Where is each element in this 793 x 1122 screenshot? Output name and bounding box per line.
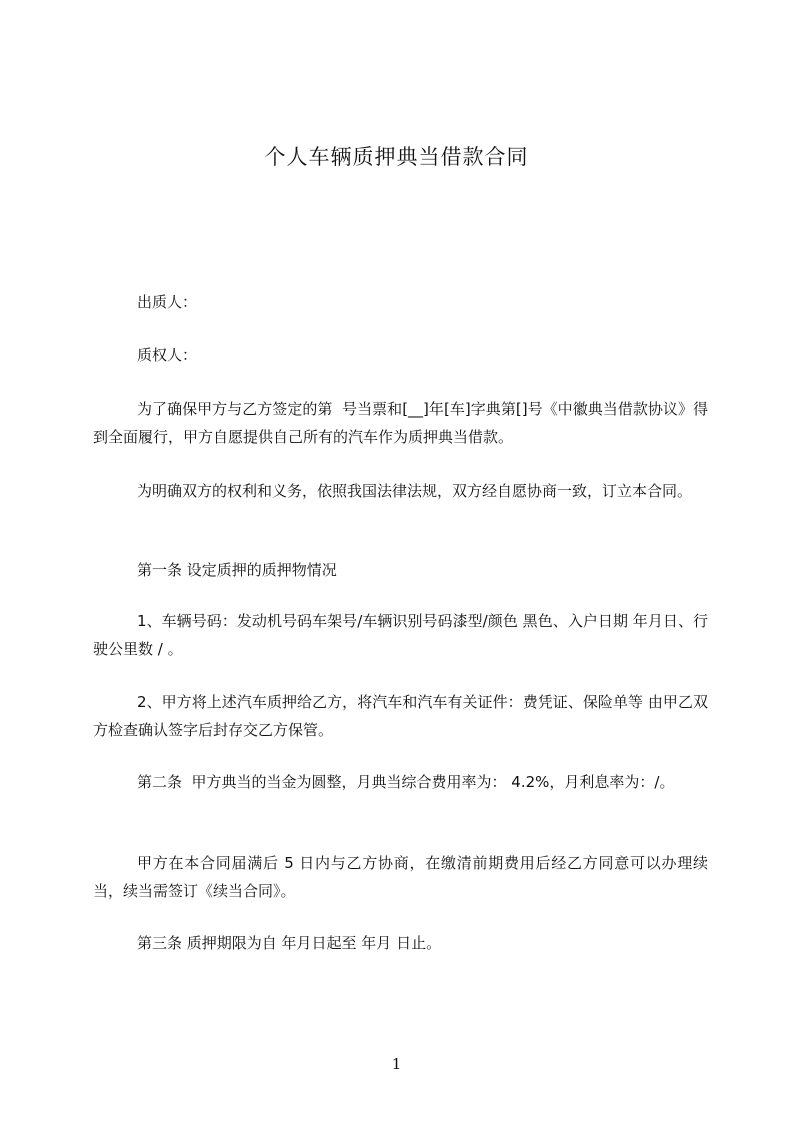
article-three-paragraph: 第三条 质押期限为自 年月日起至 年月 日止。 (137, 934, 442, 952)
custody-paragraph: 2、甲方将上述汽车质押给乙方，将汽车和汽车有关证件：费凭证、保险单等 由甲乙双方检查确认签字后封存交乙方保管。 (93, 693, 708, 739)
article-two-paragraph: 第二条 甲方典当的当金为圆整，月典当综合费用率为： 4.2%，月利息率为：/。 (137, 773, 675, 791)
purpose-paragraph: 为了确保甲方与乙方签定的第 号当票和[__]年[车]字典第[]号《中徽典当借款协议》得到全面履行，甲方自愿提供自己所有的汽车作为质押典当借款。 (93, 400, 708, 446)
article-one-heading: 第一条 设定质押的质押物情况 (137, 561, 337, 579)
agreement-paragraph: 为明确双方的权利和义务，依照我国法律法规，双方经自愿协商一致，订立本合同。 (137, 482, 693, 500)
pledgor-line: 出质人： (137, 293, 198, 311)
page-number: 1 (391, 1055, 402, 1073)
renewal-paragraph: 甲方在本合同届满后 5 日内与乙方协商，在缴清前期费用后经乙方同意可以办理续当，续当需签订《续当合同》。 (93, 854, 708, 900)
vehicle-details-paragraph: 1、车辆号码：发动机号码车架号/车辆识别号码漆型/颜色 黑色、入户日期 年月日、行驶公里数 / 。 (93, 612, 708, 658)
pledgee-line: 质权人： (137, 346, 198, 364)
document-title: 个人车辆质押典当借款合同 (264, 145, 529, 169)
